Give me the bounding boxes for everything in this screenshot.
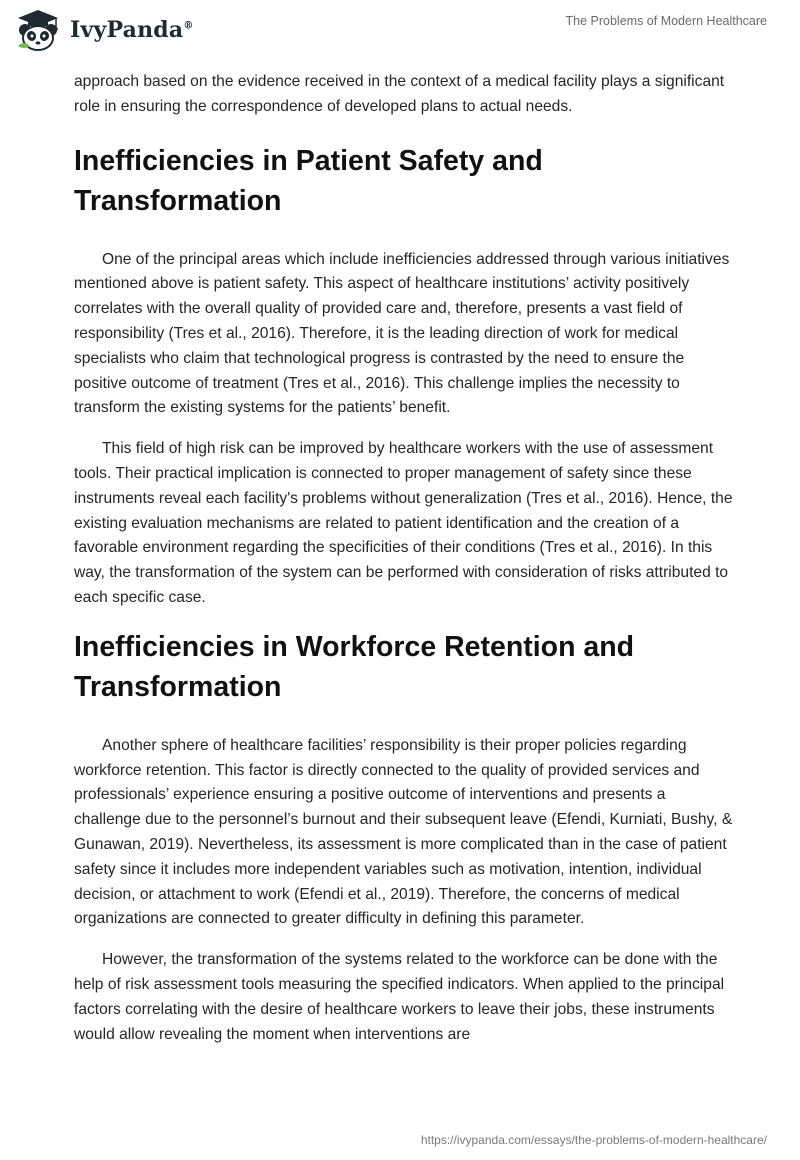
essay-body [74,70,734,1063]
section-heading-workforce-retention: Inefficiencies in Workforce Retention and Transformation [74,630,635,703]
source-url[interactable]: https://ivypanda.com/essays/the-problems-of-modern-healthcare/ [420,1133,767,1147]
page-header [0,0,800,60]
intro-paragraph: approach based on the evidence received in the context of a medical facility plays a significant role in ensuring the correspondence of developed plans to actual needs. [74,73,725,115]
section-heading-patient-safety: Inefficiencies in Patient Safety and Transformation [74,144,543,217]
paragraph: Another sphere of healthcare facilities’ responsibility is their proper policies regarding workforce retention. This factor is directly connected to the quality of provided services and professionals’ experience ensuring a positive outcome of interventions and presents a challenge due to the personnel’s burnout and their subsequent leave (Efendi, Kurniati, Bushy, & Gunawan, 2019). Nevertheless, its assessment is more complicated than in the case of patient safety since it includes more independent variables such as motivation, intention, individual decision, or attachment to work (Efendi et al., 2019). Therefore, the concerns of medical organizations are connected to greater difficulty in defining this parameter. [74,736,733,928]
document-title: The Problems of Modern Healthcare [565,14,767,28]
ivypanda-logo[interactable] [14,8,194,52]
brand-name: IvyPanda® [70,17,194,43]
panda-mascot-icon [14,8,62,52]
paragraph: One of the principal areas which include inefficiencies addressed through various initiatives mentioned above is patient safety. This aspect of healthcare institutions’ activity positively correlates with the overall quality of provided care and, therefore, presents a vast field of responsibility (Tres et al., 2016). Therefore, it is the leading direction of work for medical specialists who claim that technological progress is contrasted by the need to ensure the positive outcome of treatment (Tres et al., 2016). This challenge implies the necessity to transform the existing systems for the patients’ benefit. [74,250,730,417]
paragraph: However, the transformation of the systems related to the workforce can be done with the help of risk assessment tools measuring the specified indicators. When applied to the principal factors correlating with the desire of healthcare workers to leave their jobs, these instruments would allow revealing the moment when interventions are [74,951,725,1043]
paragraph: This field of high risk can be improved by healthcare workers with the use of assessment tools. Their practical implication is connected to proper management of safety since these instruments reveal each facility's problems without generalization (Tres et al., 2016). Hence, the existing evaluation mechanisms are related to patient identification and the creation of a favorable environment regarding the specificities of their conditions (Tres et al., 2016). In this way, the transformation of the system can be performed with consideration of risks attributed to each specific case. [74,440,733,606]
